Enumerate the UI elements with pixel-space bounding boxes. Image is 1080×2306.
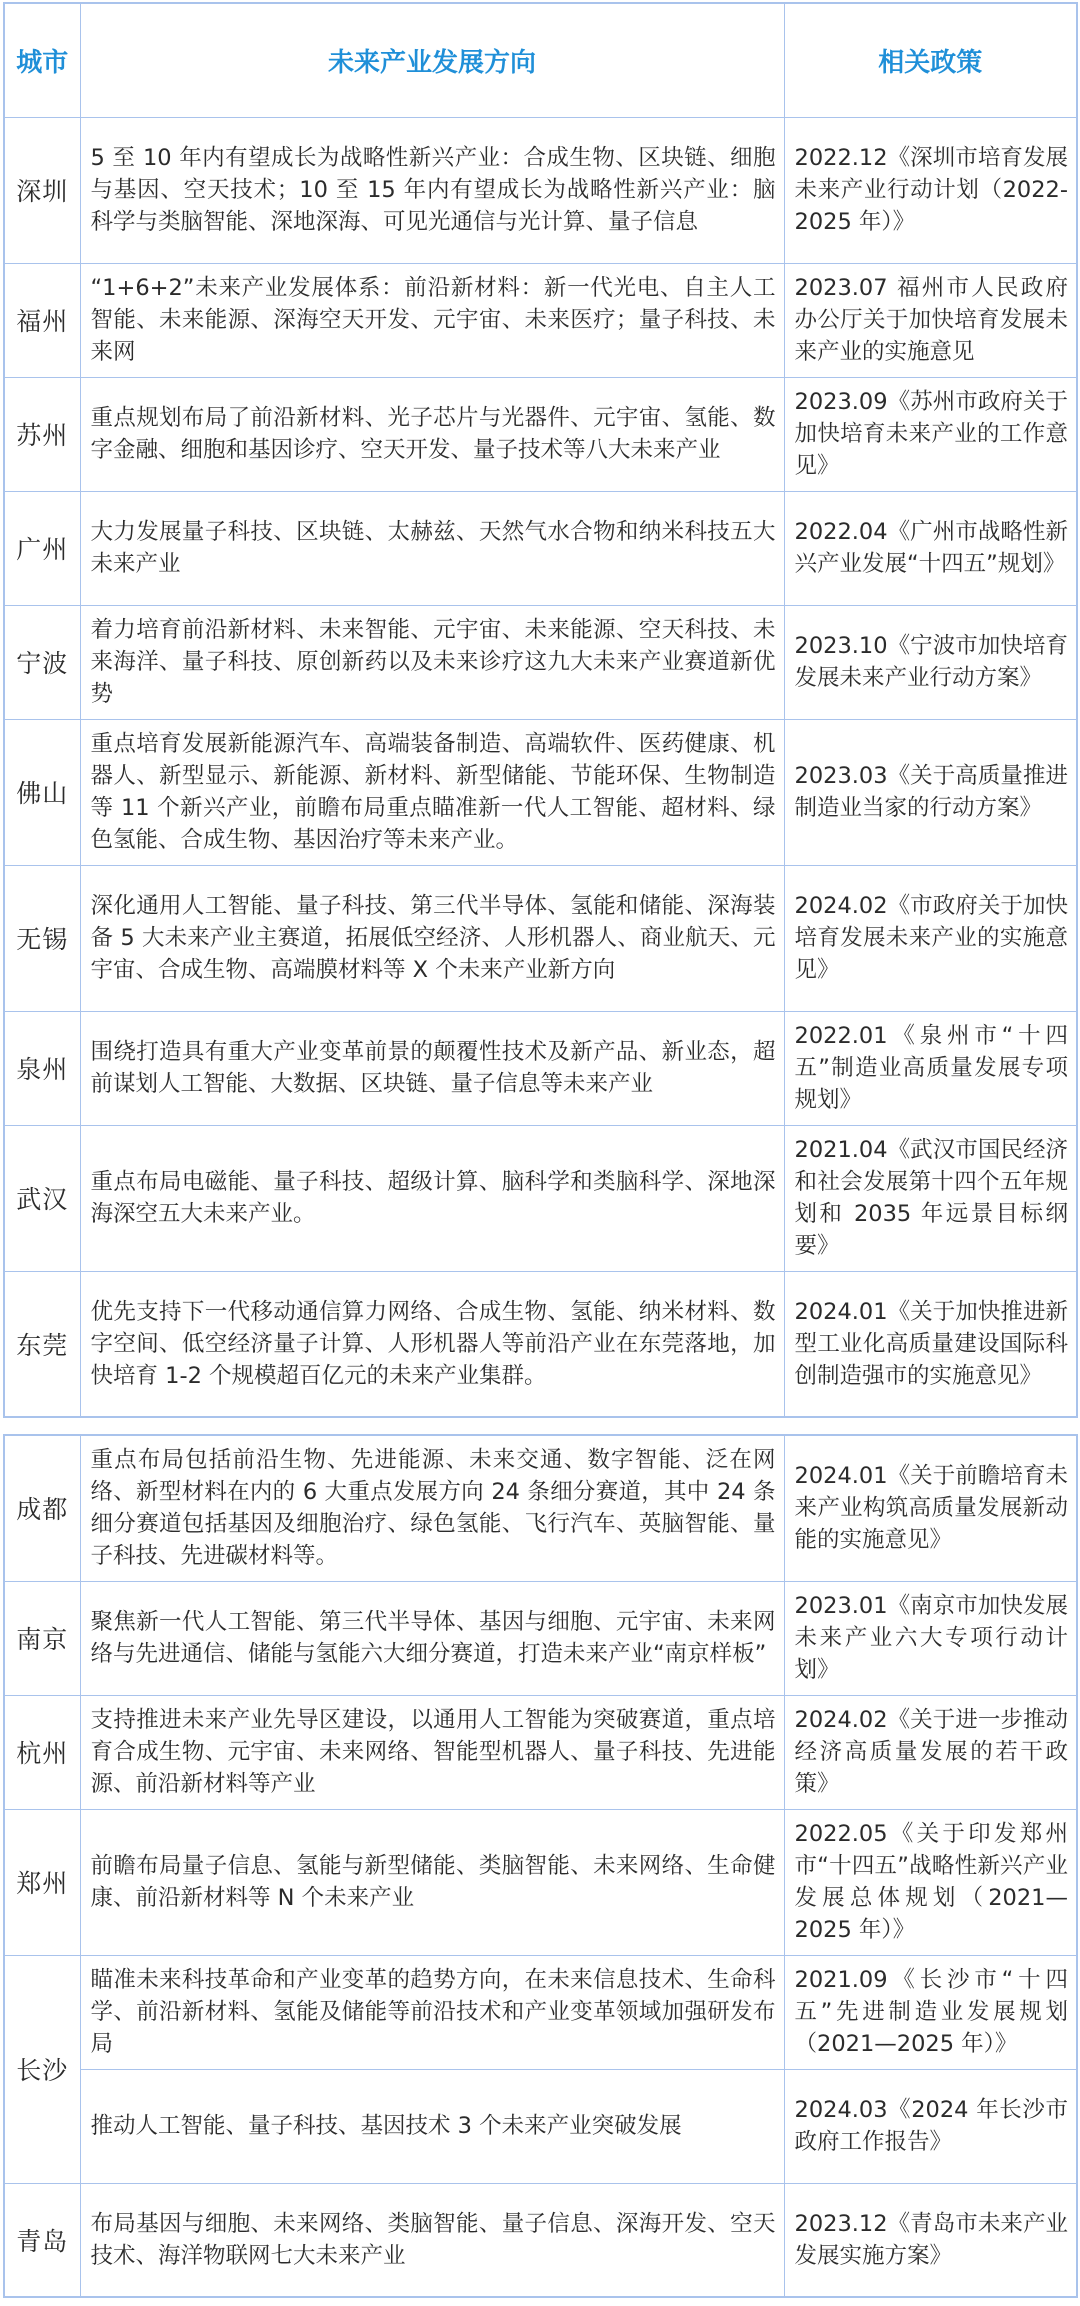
header-city: 城市 <box>4 3 80 117</box>
direction-cell: 5 至 10 年内有望成长为战略性新兴产业：合成生物、区块链、细胞与基因、空天技术；10 至 15 年内有望成长为战略性新兴产业：脑科学与类脑智能、深地深海、可见光通信与光计算、量子信息 <box>80 117 784 263</box>
city-cell: 郑州 <box>4 1809 80 1955</box>
policy-cell: 2022.12《深圳市培育发展未来产业行动计划（2022-2025 年）》 <box>784 117 1077 263</box>
city-cell: 苏州 <box>4 377 80 491</box>
city-cell: 泉州 <box>4 1011 80 1125</box>
table-row <box>4 117 1077 263</box>
direction-cell: 深化通用人工智能、量子科技、第三代半导体、氢能和储能、深海装备 5 大未来产业主赛道，拓展低空经济、人形机器人、商业航天、元宇宙、合成生物、高端膜材料等 X 个未来产业新方向 <box>80 865 784 1011</box>
policy-cell: 2023.03《关于高质量推进制造业当家的行动方案》 <box>784 719 1077 865</box>
table-row <box>4 377 1077 491</box>
policy-cell: 2021.04《武汉市国民经济和社会发展第十四个五年规划和 2035 年远景目标纲要》 <box>784 1125 1077 1271</box>
table-row <box>4 719 1077 865</box>
city-cell: 深圳 <box>4 117 80 263</box>
table-row <box>4 1271 1077 1417</box>
policy-cell: 2023.01《南京市加快发展未来产业六大专项行动计划》 <box>784 1581 1077 1695</box>
policy-cell: 2023.12《青岛市未来产业发展实施方案》 <box>784 2183 1077 2297</box>
table-row <box>4 263 1077 377</box>
policy-cell: 2021.09《长沙市“十四五”先进制造业发展规划（2021—2025 年）》 <box>784 1955 1077 2069</box>
city-cell: 福州 <box>4 263 80 377</box>
direction-cell: 重点规划布局了前沿新材料、光子芯片与光器件、元宇宙、氢能、数字金融、细胞和基因诊疗、空天开发、量子技术等八大未来产业 <box>80 377 784 491</box>
city-cell: 成都 <box>4 1435 80 1581</box>
table-row <box>4 2183 1077 2297</box>
header-policy: 相关政策 <box>784 3 1077 117</box>
policy-cell: 2023.10《宁波市加快培育发展未来产业行动方案》 <box>784 605 1077 719</box>
city-cell: 无锡 <box>4 865 80 1011</box>
city-cell: 东莞 <box>4 1271 80 1417</box>
header-direction: 未来产业发展方向 <box>80 3 784 117</box>
policy-cell: 2024.03《2024 年长沙市政府工作报告》 <box>784 2069 1077 2183</box>
direction-cell: 重点培育发展新能源汽车、高端装备制造、高端软件、医药健康、机器人、新型显示、新能源、新材料、新型储能、节能环保、生物制造等 11 个新兴产业，前瞻布局重点瞄准新一代人工智能、超材料、绿色氢能、合成生物、基因治疗等未来产业。 <box>80 719 784 865</box>
table-row <box>4 1435 1077 1581</box>
direction-cell: 瞄准未来科技革命和产业变革的趋势方向，在未来信息技术、生命科学、前沿新材料、氢能及储能等前沿技术和产业变革领域加强研发布局 <box>80 1955 784 2069</box>
policy-table-2 <box>3 1434 1078 2298</box>
direction-cell: 推动人工智能、量子科技、基因技术 3 个未来产业突破发展 <box>80 2069 784 2183</box>
direction-cell: 重点布局电磁能、量子科技、超级计算、脑科学和类脑科学、深地深海深空五大未来产业。 <box>80 1125 784 1271</box>
policy-cell: 2023.07 福州市人民政府办公厅关于加快培育发展未来产业的实施意见 <box>784 263 1077 377</box>
city-cell: 青岛 <box>4 2183 80 2297</box>
table-row <box>4 1581 1077 1695</box>
direction-cell: 着力培育前沿新材料、未来智能、元宇宙、未来能源、空天科技、未来海洋、量子科技、原创新药以及未来诊疗这九大未来产业赛道新优势 <box>80 605 784 719</box>
city-cell: 长沙 <box>4 1955 80 2183</box>
table-row <box>4 1125 1077 1271</box>
policy-cell: 2024.01《关于前瞻培育未来产业构筑高质量发展新动能的实施意见》 <box>784 1435 1077 1581</box>
table-header-row <box>4 3 1077 117</box>
policy-cell: 2024.02《市政府关于加快培育发展未来产业的实施意见》 <box>784 865 1077 1011</box>
table-row <box>4 1011 1077 1125</box>
table-row <box>4 491 1077 605</box>
direction-cell: 前瞻布局量子信息、氢能与新型储能、类脑智能、未来网络、生命健康、前沿新材料等 N 个未来产业 <box>80 1809 784 1955</box>
direction-cell: 大力发展量子科技、区块链、太赫兹、天然气水合物和纳米科技五大未来产业 <box>80 491 784 605</box>
table-row <box>4 2069 1077 2183</box>
table-row <box>4 1809 1077 1955</box>
city-cell: 武汉 <box>4 1125 80 1271</box>
city-cell: 佛山 <box>4 719 80 865</box>
direction-cell: 聚焦新一代人工智能、第三代半导体、基因与细胞、元宇宙、未来网络与先进通信、储能与氢能六大细分赛道，打造未来产业“南京样板” <box>80 1581 784 1695</box>
city-cell: 广州 <box>4 491 80 605</box>
city-cell: 宁波 <box>4 605 80 719</box>
direction-cell: 支持推进未来产业先导区建设，以通用人工智能为突破赛道，重点培育合成生物、元宇宙、未来网络、智能型机器人、量子科技、先进能源、前沿新材料等产业 <box>80 1695 784 1809</box>
table-row <box>4 1955 1077 2069</box>
policy-table-1 <box>3 2 1078 1418</box>
policy-cell: 2022.05《关于印发郑州市“十四五”战略性新兴产业发展总体规划（2021—2025 年）》 <box>784 1809 1077 1955</box>
direction-cell: 布局基因与细胞、未来网络、类脑智能、量子信息、深海开发、空天技术、海洋物联网七大未来产业 <box>80 2183 784 2297</box>
city-cell: 杭州 <box>4 1695 80 1809</box>
table-row <box>4 865 1077 1011</box>
policy-cell: 2023.09《苏州市政府关于加快培育未来产业的工作意见》 <box>784 377 1077 491</box>
policy-cell: 2024.01《关于加快推进新型工业化高质量建设国际科创制造强市的实施意见》 <box>784 1271 1077 1417</box>
policy-cell: 2022.04《广州市战略性新兴产业发展“十四五”规划》 <box>784 491 1077 605</box>
city-cell: 南京 <box>4 1581 80 1695</box>
direction-cell: 重点布局包括前沿生物、先进能源、未来交通、数字智能、泛在网络、新型材料在内的 6 大重点发展方向 24 条细分赛道，其中 24 条细分赛道包括基因及细胞治疗、绿色氢能、飞行汽车、英脑智能、量子科技、先进碳材料等。 <box>80 1435 784 1581</box>
policy-cell: 2024.02《关于进一步推动经济高质量发展的若干政策》 <box>784 1695 1077 1809</box>
policy-cell: 2022.01《泉州市“十四五”制造业高质量发展专项规划》 <box>784 1011 1077 1125</box>
table-row <box>4 1695 1077 1809</box>
direction-cell: 围绕打造具有重大产业变革前景的颠覆性技术及新产品、新业态，超前谋划人工智能、大数据、区块链、量子信息等未来产业 <box>80 1011 784 1125</box>
direction-cell: “1+6+2”未来产业发展体系：前沿新材料：新一代光电、自主人工智能、未来能源、深海空天开发、元宇宙、未来医疗；量子科技、未来网 <box>80 263 784 377</box>
table-row <box>4 605 1077 719</box>
direction-cell: 优先支持下一代移动通信算力网络、合成生物、氢能、纳米材料、数字空间、低空经济量子计算、人形机器人等前沿产业在东莞落地，加快培育 1-2 个规模超百亿元的未来产业集群。 <box>80 1271 784 1417</box>
